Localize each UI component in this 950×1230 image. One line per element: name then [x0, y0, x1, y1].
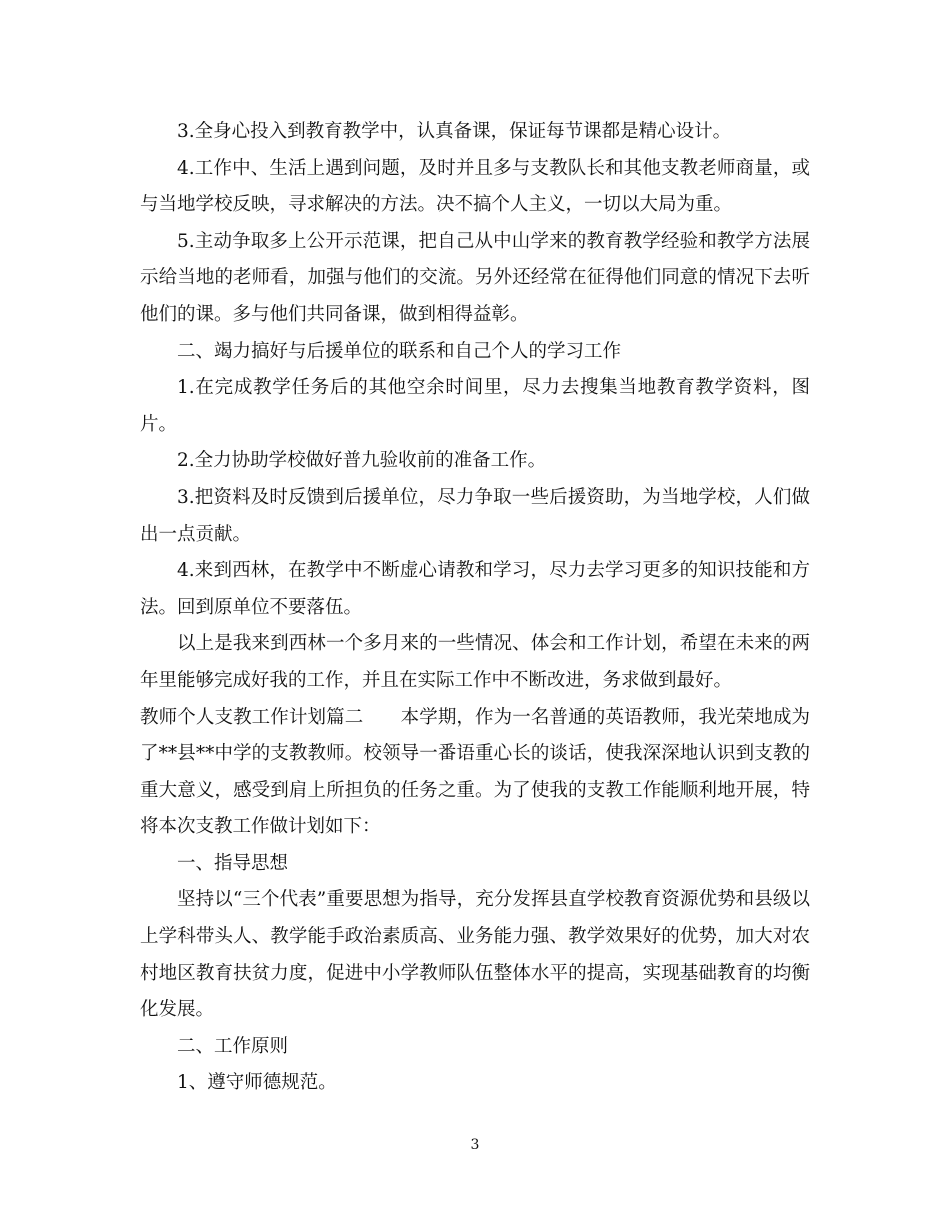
paragraph: 5.主动争取多上公开示范课，把自己从中山学来的教育教学经验和教学方法展示给当地的老师看，加强与他们的交流。另外还经常在征得他们同意的情况下去听他们的课。多与他们共同备课，做到相得益彰。: [140, 230, 810, 325]
section-heading: 一、指导思想: [177, 852, 289, 874]
paragraph: 3.把资料及时反馈到后援单位，尽力争取一些后援资助，为当地学校，人们做出一点贡献。: [140, 486, 810, 545]
paragraph: 坚持以“三个代表”重要思想为指导，充分发挥县直学校教育资源优势和县级以上学科带头人、教学能手政治素质高、业务能力强、教学效果好的优势，加大对农村地区教育扶贫力度，促进中小学教师队伍整体水平的提高，实现基础教育的均衡化发展。: [140, 889, 810, 1021]
section-heading: 二、工作原则: [177, 1035, 289, 1057]
paragraph: 4.工作中、生活上遇到问题，及时并且多与支教队长和其他支教老师商量，或与当地学校反映，寻求解决的方法。决不搞个人主义，一切以大局为重。: [140, 157, 810, 216]
paragraph: 以上是我来到西林一个多月来的一些情况、体会和工作计划，希望在未来的两年里能够完成好我的工作，并且在实际工作中不断改进，务求做到最好。: [140, 633, 810, 691]
section-heading: 二、竭力搞好与后援单位的联系和自己个人的学习工作: [177, 340, 622, 362]
paragraph: 1.在完成教学任务后的其他空余时间里，尽力去搜集当地教育教学资料，图片。: [140, 377, 810, 435]
document-body: [140, 114, 810, 1102]
paragraph-title-intro: 教师个人支教工作计划篇二 本学期，作为一名普通的英语教师，我光荣地成为了**县**中学的支教教师。校领导一番语重心长的谈话，使我深深地认识到支教的重大意义，感受到肩上所担负的任务之重。为了使我的支教工作能顺利地开展，特将本次支教工作做计划如下：: [140, 706, 810, 838]
paragraph: 4.来到西林，在教学中不断虚心请教和学习，尽力去学习更多的知识技能和方法。回到原单位不要落伍。: [140, 560, 810, 618]
page-number: 3: [470, 1137, 480, 1153]
paragraph: 2.全力协助学校做好普九验收前的准备工作。: [177, 450, 547, 472]
paragraph: 3.全身心投入到教育教学中，认真备课，保证每节课都是精心设计。: [177, 121, 732, 142]
paragraph: 1、遵守师德规范。: [177, 1072, 337, 1094]
